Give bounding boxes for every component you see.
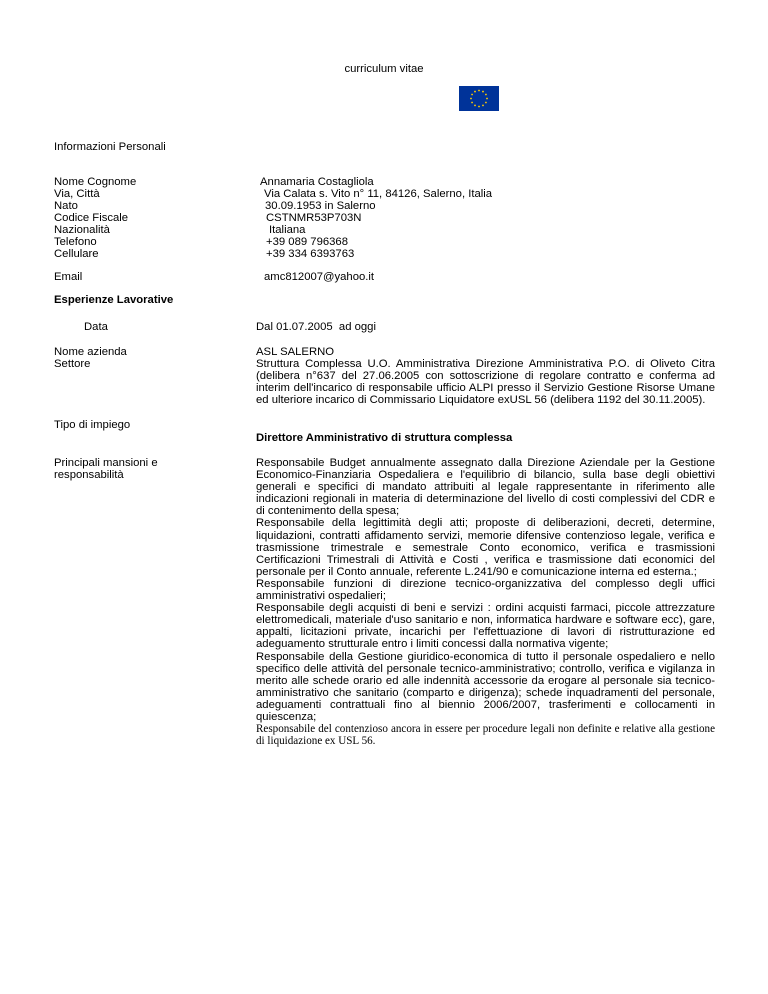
duty-item: Responsabile Budget annualmente assegnato dalla Direzione Aziendale per la Gestione Economico-Finanziaria Ospedaliera e l'equilibrio di bilancio, sulla base degli obiettivi generali e specifici di mandato attribuiti al legale rappresentante in riferimento alle indicazioni regionali in materia di determinazione del livello di costi complessivi del CDR e di contenimento della spesa;	[256, 457, 715, 518]
label-telefono: Telefono	[54, 236, 97, 248]
value-codice-fiscale: CSTNMR53P703N	[266, 212, 362, 224]
value-job-type: Direttore Amministrativo di struttura complessa	[256, 432, 513, 444]
value-company-description: Struttura Complessa U.O. Amministrativa Direzione Amministrativa P.O. di Oliveto Citra (delibera n°637 del 27.06.2005 con sottoscrizione di regolare contratto e conferma ad interim dell'incarico di responsabile ufficio ALPI presso il Servizio Gestione Risorse Umane ed ulteriore incarico di Commissario Liquidatore exUSL 56 (delibera 1192 del 30.11.2005).	[256, 358, 715, 407]
star-icon	[485, 94, 487, 96]
value-nato: 30.09.1953 in Salerno	[265, 200, 376, 212]
label-nome-cognome: Nome Cognome	[54, 176, 137, 188]
label-data: Data	[84, 321, 108, 333]
value-email: amc812007@yahoo.it	[264, 271, 375, 283]
label-cellulare: Cellulare	[54, 248, 99, 260]
star-icon	[482, 105, 484, 107]
star-icon	[485, 102, 487, 104]
value-data: Dal 01.07.2005 ad oggi	[256, 321, 376, 333]
value-telefono: +39 089 796368	[266, 236, 348, 248]
label-nome-azienda: Nome azienda	[54, 346, 127, 358]
eu-flag-stars	[459, 86, 499, 111]
label-nazionalita: Nazionalità	[54, 224, 110, 236]
duty-item-last: Responsabile del contenzioso ancora in essere per procedure legali non definite e relative alla gestione di liquidazione ex USL 56.	[256, 723, 715, 748]
eu-flag-icon	[459, 86, 499, 111]
star-icon	[474, 105, 476, 107]
document-title: curriculum vitae	[344, 63, 424, 75]
duty-item: Responsabile funzioni di direzione tecnico-organizzativa del complesso degli uffici amministrativi ospedalieri;	[256, 577, 715, 603]
duty-item: Responsabile degli acquisti di beni e servizi : ordini acquisti farmaci, piccole attrezzature elettromedicali, materiale d'uso sanitario e non, informatica hardware e software ecc), gare, appalti, licitazioni private, incarichi per l'effettuazione di lavori di ristrutturazione ed adeguamento strutturale entro i limiti concessi dalla normativa vigente;	[256, 602, 715, 651]
star-icon	[474, 91, 476, 93]
label-email: Email	[54, 271, 83, 283]
value-nazionalita: Italiana	[269, 224, 306, 236]
star-icon	[478, 106, 480, 108]
label-mansioni-2: responsabilità	[54, 469, 124, 481]
star-icon	[471, 102, 473, 104]
label-via-citta: Via, Città	[54, 188, 100, 200]
section-personal-info: Informazioni Personali	[54, 141, 166, 153]
duties-list	[256, 457, 715, 747]
section-work-experience: Esperienze Lavorative	[54, 294, 174, 306]
label-tipo-impiego: Tipo di impiego	[54, 419, 131, 431]
label-mansioni-1: Principali mansioni e	[54, 457, 158, 469]
label-codice-fiscale: Codice Fiscale	[54, 212, 129, 224]
star-icon	[478, 90, 480, 92]
value-cellulare: +39 334 6393763	[266, 248, 355, 260]
value-company-name: ASL SALERNO	[256, 346, 335, 358]
star-icon	[471, 94, 473, 96]
star-icon	[470, 98, 472, 100]
value-via-citta: Via Calata s. Vito n° 11, 84126, Salerno, Italia	[264, 188, 493, 200]
star-icon	[482, 91, 484, 93]
label-settore: Settore	[54, 358, 91, 370]
duty-item: Responsabile della legittimità degli atti; proposte di deliberazioni, decreti, determine, liquidazioni, contratti affidamento servizi, memorie difensive contenzioso legale, verifica e trasmissione trimestrale e semestrale Conto economico, verifica e trasmissioni Certificazioni Trimestrali di Attività e Costi , verifica e trasmissione dati economici del personale per il Conto annuale, referente L.241/90 e comunicazione interna ed esterna.;	[256, 517, 715, 578]
label-nato: Nato	[54, 200, 78, 212]
value-nome-cognome: Annamaria Costagliola	[260, 176, 374, 188]
star-icon	[486, 98, 488, 100]
duty-item: Responsabile della Gestione giuridico-economica di tutto il personale ospedaliero e nello specifico delle attività del personale tecnico-amministrativo; controllo, verifica e vigilanza in merito alle schede orario ed alle indennità accessorie da erogare al personale sia tecnico-amministrativo che sanitario (comparto e dirigenza); schede inquadramenti del personale, adeguamenti contrattuali fino al biennio 2006/2007, trasferimenti e collocamenti in quiescenza;	[256, 650, 715, 723]
